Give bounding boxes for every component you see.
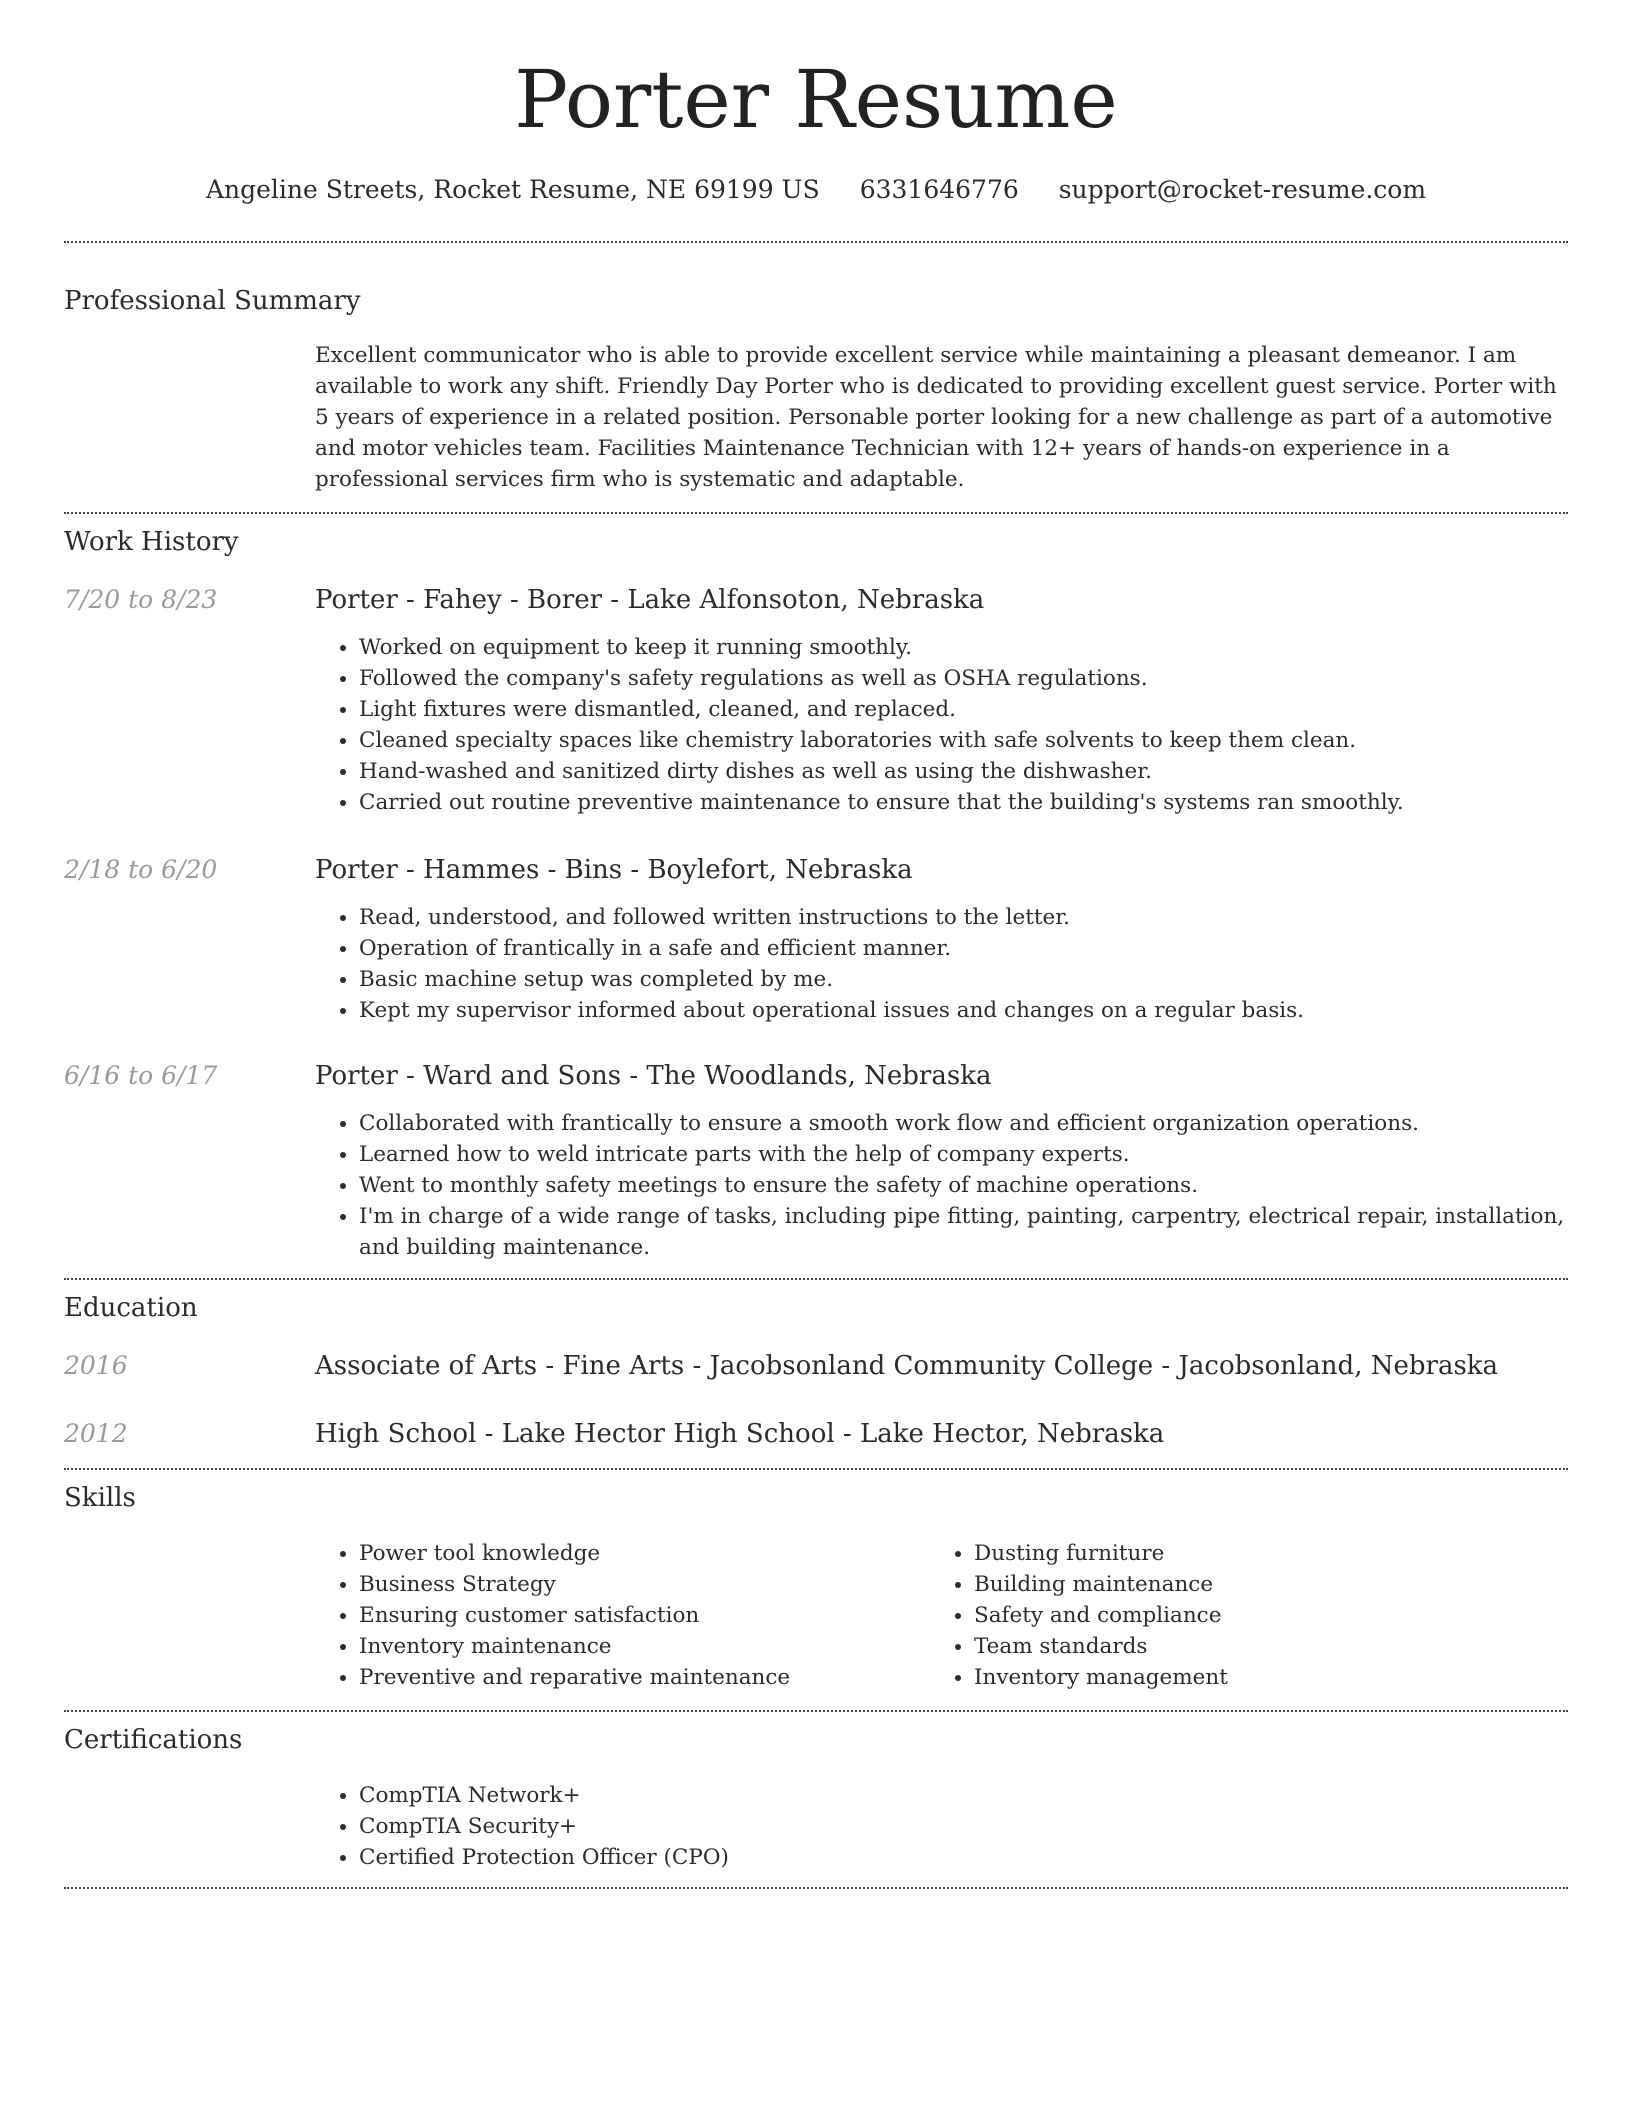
summary-text: Excellent communicator who is able to provide excellent service while maintaining a pleasant demeanor. I am available to work any shift. Friendly Day Porter who is dedicated to providing excellent guest service. Porter with 5 years of experience in a related position. Personable porter looking for a new challenge as part of a automotive and motor vehicles team. Facilities Maintenance Technician with 12+ years of hands-on experience in a professional services firm who is systematic and adaptable. [315, 343, 1557, 492]
list-item: • Read, understood, and followed written instructions to the letter. [359, 902, 1565, 933]
list-item: • Building maintenance [974, 1569, 1632, 1600]
list-item: • Dusting furniture [974, 1538, 1632, 1569]
list-item: • Collaborated with frantically to ensure a smooth work flow and efficient organization operations. [359, 1108, 1565, 1139]
list-item: • I'm in charge of a wide range of tasks, including pipe fitting, painting, carpentry, electrical repair, installation, and building maintenance. [359, 1201, 1565, 1263]
job-bullets [315, 632, 1565, 818]
job-dates: 2/18 to 6/20 [64, 855, 218, 884]
list-item: • Ensuring customer satisfaction [359, 1600, 1565, 1631]
contact-email: support@rocket-resume.com [1058, 175, 1427, 204]
job-title: Porter - Fahey - Borer - Lake Alfonsoton, Nebraska [315, 585, 985, 615]
section-heading-work-history: Work History [64, 527, 239, 557]
list-item: • CompTIA Security+ [359, 1811, 1565, 1842]
education-title: Associate of Arts - Fine Arts - Jacobsonland Community College - Jacobsonland, Nebraska [315, 1351, 1499, 1381]
section-heading-summary: Professional Summary [64, 286, 361, 316]
list-item: • Light fixtures were dismantled, cleaned, and replaced. [359, 694, 1565, 725]
list-item: • Business Strategy [359, 1569, 1565, 1600]
divider [64, 241, 1568, 243]
list-item: • Hand-washed and sanitized dirty dishes as well as using the dishwasher. [359, 756, 1565, 787]
list-item: • Worked on equipment to keep it running smoothly. [359, 632, 1565, 663]
list-item: • Operation of frantically in a safe and efficient manner. [359, 933, 1565, 964]
divider [64, 1468, 1568, 1470]
list-item: • Followed the company's safety regulations as well as OSHA regulations. [359, 663, 1565, 694]
job-title: Porter - Hammes - Bins - Boylefort, Nebraska [315, 855, 913, 885]
education-year: 2012 [64, 1419, 128, 1448]
list-item: • Inventory maintenance [359, 1631, 1565, 1662]
section-heading-education: Education [64, 1293, 198, 1323]
divider [64, 1710, 1568, 1712]
divider [64, 512, 1568, 514]
list-item: • Certified Protection Officer (CPO) [359, 1842, 1565, 1873]
list-item: • Cleaned specialty spaces like chemistry laboratories with safe solvents to keep them clean. [359, 725, 1565, 756]
list-item: • Basic machine setup was completed by me. [359, 964, 1565, 995]
list-item: • Team standards [974, 1631, 1632, 1662]
list-item: • Learned how to weld intricate parts with the help of company experts. [359, 1139, 1565, 1170]
divider [64, 1278, 1568, 1280]
list-item: • Preventive and reparative maintenance [359, 1662, 1565, 1693]
job-dates: 6/16 to 6/17 [64, 1061, 218, 1090]
contact-address: Angeline Streets, Rocket Resume, NE 69199 US [205, 175, 820, 204]
divider [64, 1887, 1568, 1889]
education-year: 2016 [64, 1351, 128, 1380]
list-item: • CompTIA Network+ [359, 1780, 1565, 1811]
education-title: High School - Lake Hector High School - Lake Hector, Nebraska [315, 1419, 1165, 1449]
job-dates: 7/20 to 8/23 [64, 585, 218, 614]
job-title: Porter - Ward and Sons - The Woodlands, Nebraska [315, 1061, 992, 1091]
list-item: • Safety and compliance [974, 1600, 1632, 1631]
section-heading-certifications: Certifications [64, 1725, 243, 1755]
skills-list-right [930, 1538, 1632, 1693]
list-item: • Power tool knowledge [359, 1538, 1565, 1569]
contact-phone: 6331646776 [859, 175, 1019, 204]
section-heading-skills: Skills [64, 1483, 136, 1513]
contact-line [0, 170, 1632, 210]
page-title: Porter Resume [514, 53, 1118, 146]
list-item: • Carried out routine preventive maintenance to ensure that the building's systems ran smoothly. [359, 787, 1565, 818]
list-item: • Inventory management [974, 1662, 1632, 1693]
job-bullets [315, 1108, 1565, 1263]
list-item: • Went to monthly safety meetings to ensure the safety of machine operations. [359, 1170, 1565, 1201]
list-item: • Kept my supervisor informed about operational issues and changes on a regular basis. [359, 995, 1565, 1026]
job-bullets [315, 902, 1565, 1026]
certifications-list [315, 1780, 1565, 1873]
